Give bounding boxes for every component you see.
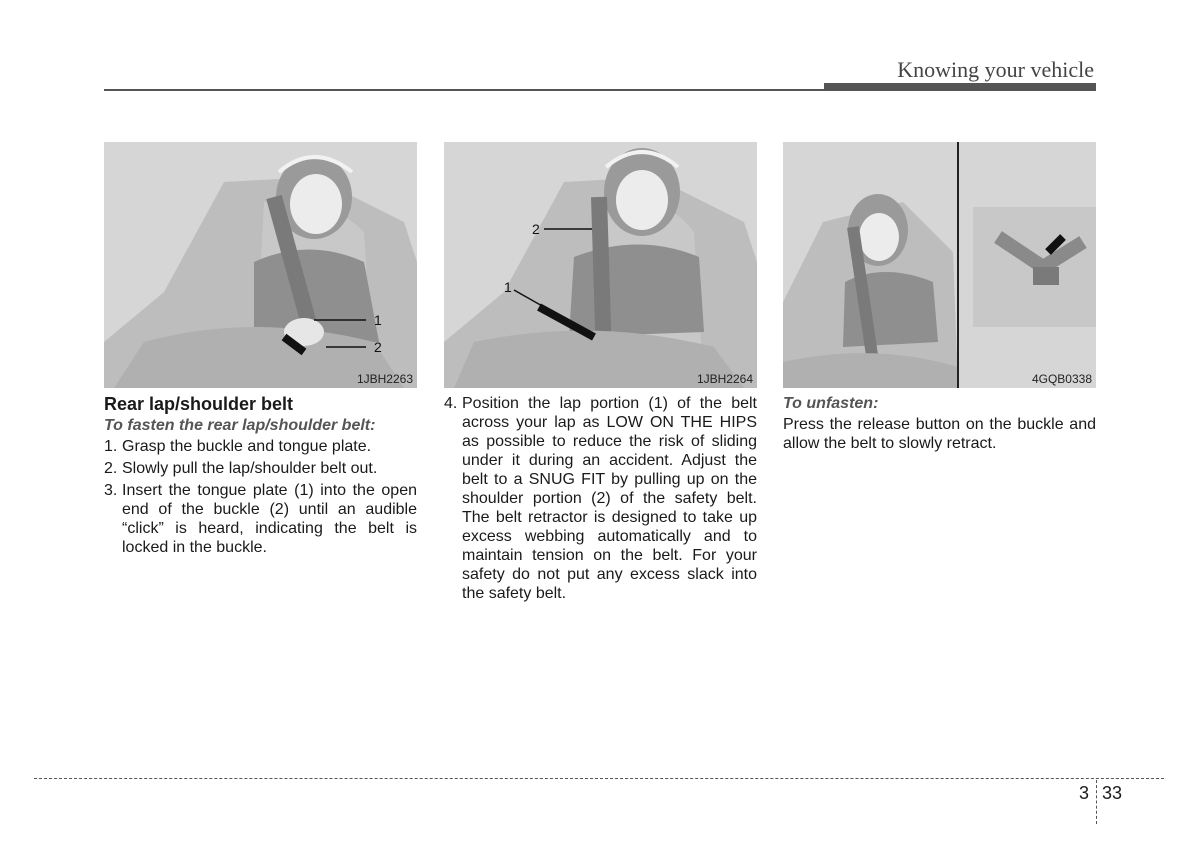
subheading: To fasten the rear lap/shoulder belt: bbox=[104, 417, 376, 434]
figure-unfasten-belt bbox=[783, 142, 1096, 388]
header-title: Knowing your vehicle bbox=[897, 57, 1094, 82]
illustration-woman-unfastening-belt bbox=[783, 142, 1096, 388]
figure-code: 1JBH2263 bbox=[356, 372, 413, 386]
page-number: 33 bbox=[1102, 783, 1123, 803]
column-fasten-instructions bbox=[104, 392, 417, 560]
callout-label: 1 bbox=[374, 312, 382, 328]
callout-label: 2 bbox=[374, 339, 382, 355]
figure-fasten-buckle bbox=[104, 142, 417, 388]
page-chapter: 3 bbox=[1079, 783, 1090, 803]
column-unfasten-instructions bbox=[783, 392, 1096, 453]
header-rule-accent bbox=[824, 83, 1096, 91]
list-item bbox=[104, 459, 417, 478]
list-item-text: Grasp the buckle and tongue plate. bbox=[122, 438, 372, 455]
figure-adjust-belt bbox=[444, 142, 757, 388]
subheading: To unfasten: bbox=[783, 395, 879, 412]
list-item bbox=[104, 437, 417, 456]
footer-divider bbox=[34, 778, 1164, 779]
list-item-number: 2. bbox=[104, 460, 118, 477]
list-item-text: Slowly pull the lap/shoulder belt out. bbox=[122, 460, 378, 477]
figure-callouts bbox=[104, 142, 417, 388]
paragraph: Press the release button on the buckle and allow the belt to slowly retract. bbox=[783, 416, 1096, 452]
figure-callouts bbox=[444, 142, 757, 388]
list-item bbox=[444, 394, 757, 603]
column-adjust-instructions bbox=[444, 394, 757, 606]
section-heading: Rear lap/shoulder belt bbox=[104, 394, 294, 414]
list-item-number: 1. bbox=[104, 438, 118, 455]
callout-label: 1 bbox=[504, 279, 512, 295]
list-item-number: 4. bbox=[444, 395, 458, 412]
list-item-text: Position the lap portion (1) of the belt across your lap as LOW ON THE HIPS as possible to reduce the risk of sliding under it during an accident. Adjust the belt to a SNUG FIT by pulling up on the shoulder portion (2) of the safety belt. The belt retractor is designed to take up excess webbing automatically and to maintain tension on the belt. For your safety do not put any excess slack into the safety belt. bbox=[462, 395, 757, 602]
figure-code: 1JBH2264 bbox=[696, 372, 753, 386]
list-item-number: 3. bbox=[104, 482, 118, 499]
callout-label: 2 bbox=[532, 221, 540, 237]
list-item bbox=[104, 481, 417, 557]
list-item-text: Insert the tongue plate (1) into the open end of the buckle (2) until an audible “click” is heard, indicating the belt is locked in the buckle. bbox=[122, 482, 417, 556]
header-rule bbox=[104, 89, 824, 91]
figure-code: 4GQB0338 bbox=[1031, 372, 1092, 386]
footer-page-divider bbox=[1096, 780, 1097, 824]
